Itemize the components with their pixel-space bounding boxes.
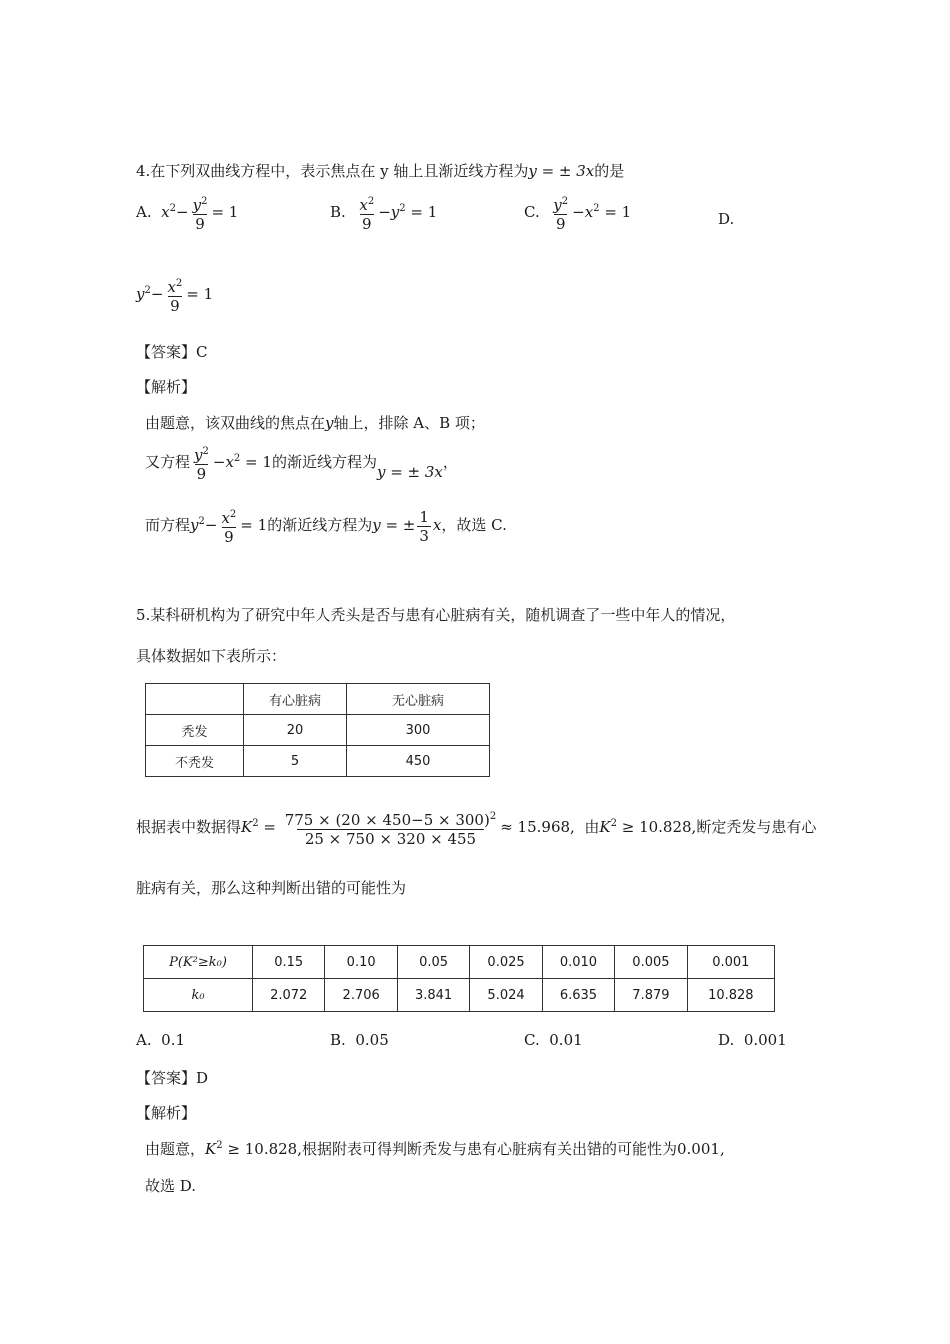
text: 轴上，排除 A、B 项； (333, 414, 485, 432)
q4-analysis-line3 (145, 506, 507, 546)
table-cell: 0.05 (397, 946, 469, 979)
q5-table1 (145, 683, 490, 777)
q5-analysis-line2: 故选 D. (145, 1177, 197, 1195)
table-cell: 2.072 (253, 979, 325, 1012)
answer-tag: 【答案】 (136, 343, 197, 361)
table-row (144, 979, 775, 1012)
table-cell: 0.025 (470, 946, 542, 979)
text: 0.001, (677, 1140, 725, 1158)
table-row (146, 684, 490, 715)
text: ≥ 10.828, (621, 818, 697, 836)
q4-stem-formula: y = ± 3x (528, 162, 595, 180)
q5-stem-line1: 5.某科研机构为了研究中年人秃头是否与患有心脏病有关，随机调查了一些中年人的情况， (136, 606, 736, 624)
q4-stem (136, 160, 624, 181)
q4-analysis-line1 (145, 412, 485, 433)
table-cell: 0.001 (687, 946, 774, 979)
table-cell: 7.879 (615, 979, 687, 1012)
table-cell: P(K²≥k₀) (144, 946, 253, 979)
formula: y = ± 3x (376, 463, 443, 481)
table-cell: 5.024 (470, 979, 542, 1012)
table-cell: 2.706 (325, 979, 397, 1012)
text: 断定秃发与患有心 (696, 818, 817, 836)
table-cell: 5 (244, 746, 347, 777)
table-cell: 300 (347, 715, 490, 746)
option-label: D. (718, 1031, 735, 1049)
formula: y = ± $\frac{1}{3}$ x (372, 507, 442, 545)
var-y: y (325, 414, 334, 432)
formula: $y^2-$ $\frac{x^2}{9}$ = 1 (190, 509, 268, 546)
table-cell (146, 684, 244, 715)
table-cell: 3.841 (397, 979, 469, 1012)
table-cell: k₀ (144, 979, 253, 1012)
calc-denominator: 25 × 750 × 320 × 455 (297, 829, 484, 848)
table-row (146, 746, 490, 777)
text: 根据表中数据得 (136, 818, 242, 836)
q5-option-b (330, 1031, 389, 1049)
text: 由题意， (145, 1140, 206, 1158)
text: 的渐近线方程为 (271, 453, 377, 471)
q4-stem-suffix: 的是 (594, 162, 625, 180)
table-cell: 有心脏病 (244, 684, 347, 715)
calc-numerator: $775 \times (20 \times 450-5 \times 300)^2$ (284, 811, 497, 829)
text: 由 (584, 818, 600, 836)
k2: $K^2$ (205, 1140, 223, 1158)
q5-calc-line2: 脏病有关，那么这种判断出错的可能性为 (136, 879, 407, 897)
option-value: 0.01 (549, 1031, 583, 1049)
option-value: 0.05 (355, 1031, 389, 1049)
option-label: A. (136, 1031, 152, 1049)
calc-fraction (283, 808, 498, 848)
table-cell: 0.15 (253, 946, 325, 979)
table-cell: 10.828 (687, 979, 774, 1012)
text: 根据附表可得判断秃发与患有心脏病有关出错的可能性为 (301, 1140, 677, 1158)
table-cell: 450 (347, 746, 490, 777)
table-cell: 不秃发 (146, 746, 244, 777)
q5-option-a (136, 1031, 185, 1049)
text: 的渐近线方程为 (267, 516, 373, 534)
table-cell: 0.010 (542, 946, 614, 979)
text: ，故选 C. (441, 516, 507, 534)
option-label: B. (330, 1031, 346, 1049)
text: 而方程 (145, 516, 191, 534)
table-cell: 无心脏病 (347, 684, 490, 715)
q4-analysis-line2 (145, 443, 458, 483)
text: 又方程 (145, 453, 191, 471)
option-label: C. (524, 203, 540, 221)
answer-tag: 【答案】 (136, 1069, 197, 1087)
answer-value: D (196, 1069, 209, 1087)
option-value: 0.1 (161, 1031, 186, 1049)
text: ， (442, 453, 458, 471)
q4-option-b (330, 193, 437, 233)
option-label: B. (330, 203, 346, 221)
q5-answer (136, 1067, 208, 1088)
q5-analysis-tag: 【解析】 (136, 1104, 197, 1122)
q4-option-d (718, 210, 734, 228)
option-formula: $x^2-$ $\frac{y^2}{9}$ = 1 (156, 196, 239, 233)
table-cell: 0.10 (325, 946, 397, 979)
option-value: 0.001 (743, 1031, 787, 1049)
text: ≈ 15.968, (500, 818, 575, 836)
option-label: C. (524, 1031, 540, 1049)
table-cell: 6.635 (542, 979, 614, 1012)
q5-table2 (143, 945, 775, 1012)
table-cell: 秃发 (146, 715, 244, 746)
table-cell: 0.005 (615, 946, 687, 979)
table-row (146, 715, 490, 746)
option-formula: $\frac{x^2}{9}$ $-y^2 = 1$ (359, 196, 438, 233)
answer-value: C (196, 343, 208, 361)
text: 由题意，该双曲线的焦点在 (145, 414, 326, 432)
k2: $K^2$ = (241, 818, 281, 836)
q4-stem-prefix: 4.在下列双曲线方程中，表示焦点在 y 轴上且渐近线方程为 (136, 162, 529, 180)
q5-calc-line1 (136, 808, 816, 848)
q5-option-d (718, 1031, 787, 1049)
k2: $K^2$ (599, 818, 617, 836)
q5-option-c (524, 1031, 583, 1049)
q5-analysis-line1 (145, 1138, 725, 1159)
option-label: A. (136, 203, 152, 221)
option-label: D. (718, 210, 735, 228)
table-row (144, 946, 775, 979)
q4-answer (136, 341, 208, 362)
numerator-text: 775 × (20 × 450−5 × 300) (284, 811, 490, 829)
q4-option-a (136, 193, 238, 233)
q5-stem-line2: 具体数据如下表所示： (136, 647, 287, 665)
option-formula: $\frac{y^2}{9}$ $-x^2 = 1$ (553, 196, 632, 233)
q4-analysis-tag: 【解析】 (136, 378, 197, 396)
table-cell: 20 (244, 715, 347, 746)
q4-option-c (524, 193, 631, 233)
formula: $\frac{y^2}{9}$ $-x^2 = 1$ (194, 446, 272, 483)
text: ≥ 10.828, (227, 1140, 302, 1158)
q4-option-d-formula: $y^2-$ $\frac{x^2}{9}$ = 1 (136, 278, 214, 315)
